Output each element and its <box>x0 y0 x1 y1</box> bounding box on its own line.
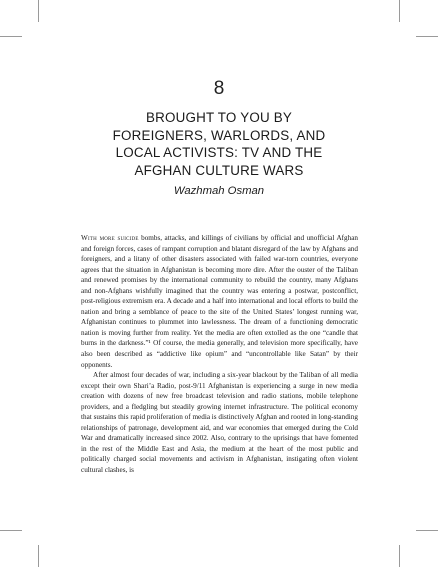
paragraph-text: bombs, attacks, and killings of civilians by official and unofficial Afghan and foreign forces, cases of rampant corruption and blatant disregard of the law by Afghans and foreigners, and a litany of other disasters associated with failed war-torn countries, everyone agrees that the situation in Afghanistan is becoming more dire. After the ouster of the Taliban and renewed promises by the international community to rebuild the country, many Afghans and non-Afghans wishfully imagined that the country was entering a postwar, postconflict, post-religious extremism era. A decade and a half into international and local efforts to build the nation and bring a semblance of peace to the site of the United States’ longest running war, Afghanistan continues to plummet into lawlessness. The dream of a functioning democratic nation is moving further from reality. Yet the media are often extolled as the one “candle that burns in the darkness.”¹ Of course, the media generally, and television more specifically, have also been described as “addictive like opium” and “uncontrollable like Satan” by their opponents. <box>81 234 359 369</box>
body-paragraph-2: After almost four decades of war, including a six-year blackout by the Taliban of all media except their own Shari’a Radio, post-9/11 Afghanistan is experiencing a surge in new media creation with dozens of new free broadcast television and radio stations, mobile telephone providers, and a fledgling but steadily growing internet infrastructure. The political economy that sustains this rapid proliferation of media is distinctively Afghan and rooted in long-standing relationships of patronage, development aid, and war economies that emerged during the Cold War and dramatically increased since 2002. Also, contrary to the uprisings that have fomented in the rest of the Middle East and Asia, the medium at the heart of the most public and politically charged social movements and activism in Afghanistan, instigating often violent cultural clashes, is <box>81 371 358 475</box>
chapter-title <box>0 109 438 179</box>
body-paragraph-1 <box>81 233 358 370</box>
chapter-author: Wazhmah Osman <box>173 185 265 197</box>
crop-mark-top-right-horizontal <box>416 36 438 37</box>
crop-mark-bottom-left-horizontal <box>0 530 22 531</box>
crop-mark-bottom-right-horizontal <box>416 530 438 531</box>
crop-mark-top-left-horizontal <box>0 36 22 37</box>
chapter-title-line: FOREIGNERS, WARLORDS, AND <box>112 127 326 143</box>
crop-mark-top-left-vertical <box>38 0 39 22</box>
chapter-body <box>81 233 358 476</box>
chapter-title-line: BROUGHT TO YOU BY <box>145 110 293 125</box>
crop-mark-top-right-vertical <box>399 0 400 22</box>
crop-mark-bottom-right-vertical <box>399 545 400 567</box>
chapter-title-line: LOCAL ACTIVISTS: TV AND THE <box>115 145 323 161</box>
paragraph-lead-in: With more suicide <box>81 234 139 242</box>
chapter-number: 8 <box>213 78 225 99</box>
chapter-title-line: AFGHAN CULTURE WARS <box>134 162 304 178</box>
crop-mark-bottom-left-vertical <box>38 545 39 567</box>
